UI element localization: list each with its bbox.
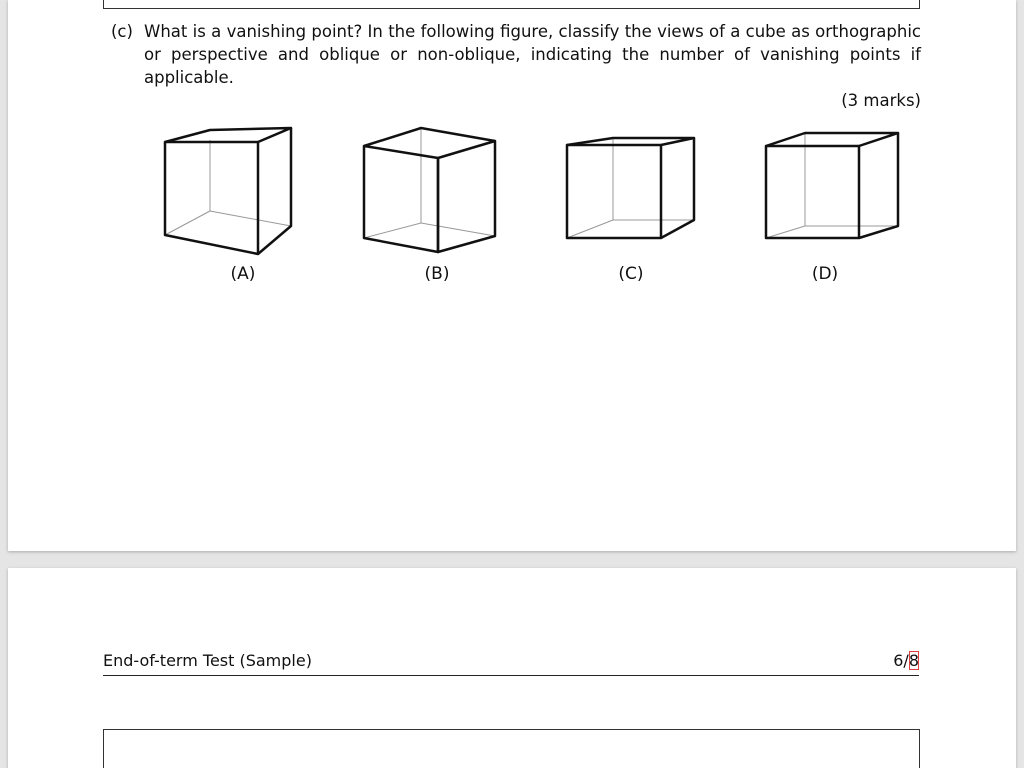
- pdf-page-7: [8, 568, 1016, 768]
- cube-d: [766, 133, 898, 284]
- cube-views-figure: [8, 118, 1016, 293]
- cube-a-visible-edges: [165, 128, 291, 254]
- cube-c-visible-edges: [567, 138, 694, 238]
- question-c: [111, 20, 921, 112]
- cube-a-hidden-edges: [165, 140, 291, 235]
- page-header: [103, 651, 919, 676]
- cube-c-hidden-edges: [567, 138, 694, 238]
- cube-b-visible-edges: [364, 128, 495, 252]
- cube-c: [567, 138, 694, 284]
- previous-answer-box: [103, 0, 920, 9]
- cube-d-visible-edges: [766, 133, 898, 238]
- cube-d-hidden-edges: [766, 133, 898, 238]
- question-line-2: or perspective and oblique or non-oblique, indicating the number of vanishing points if applicable.: [144, 45, 921, 87]
- cube-d-label: (D): [811, 264, 839, 284]
- cube-b-label: (B): [424, 264, 450, 284]
- question-line-1: What is a vanishing point? In the following figure, classify the views of a cube as orthographic: [144, 22, 921, 41]
- page-number: [893, 651, 919, 670]
- cube-a: [165, 128, 291, 284]
- page-number-current: 6/: [893, 651, 909, 670]
- marks-label: (3 marks): [841, 91, 921, 110]
- cube-c-label: (C): [618, 264, 644, 284]
- cube-b-hidden-edges: [364, 128, 495, 238]
- question-label: (c): [111, 22, 133, 41]
- answer-box: [103, 729, 920, 768]
- cube-a-label: (A): [230, 264, 256, 284]
- pdf-page-6: [8, 0, 1016, 551]
- cube-b: [364, 128, 495, 284]
- page-number-total-link[interactable]: 8: [908, 651, 919, 670]
- document-title: End-of-term Test (Sample): [103, 651, 312, 670]
